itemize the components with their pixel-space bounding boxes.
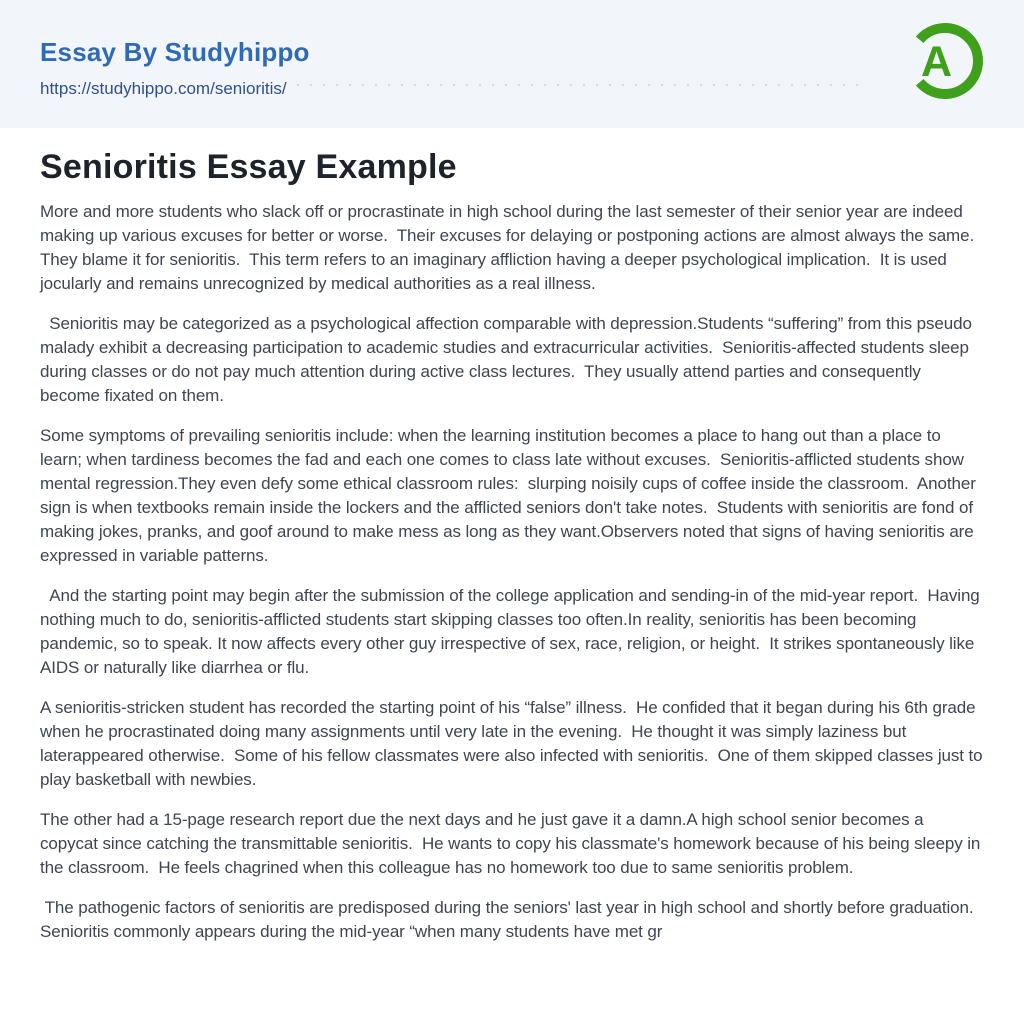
url-row xyxy=(40,78,864,100)
source-url-link[interactable]: https://studyhippo.com/senioritis/ xyxy=(40,79,287,98)
essay-paragraph: A senioritis-stricken student has recorded the starting point of his “false” illness. He confided that it began during his 6th grade when he procrastinated doing many assignments until very late in the evening. He thought it was simply laziness but laterappeared otherwise. Some of his fellow classmates were also infected with senioritis. One of them skipped classes just to play basketball with newbies. xyxy=(40,698,988,789)
essay-title: Senioritis Essay Example xyxy=(40,148,457,186)
essay-paragraph: More and more students who slack off or procrastinate in high school during the last semester of their senior year are indeed making up various excuses for better or worse. Their excuses for delaying or postponing actions are almost always the same. They blame it for senioritis. This term refers to an imaginary affliction having a deeper psychological implication. It is used jocularly and remains unrecognized by medical authorities as a real illness. xyxy=(40,202,979,293)
logo-letter: A xyxy=(921,38,953,86)
studyhippo-logo xyxy=(905,21,985,101)
essay-paragraph: The other had a 15-page research report due the next days and he just gave it a damn.A high school senior becomes a copycat since catching the transmittable senioritis. He wants to copy his classmate's homework because of his being sleepy in the classroom. He feels chagrined when this colleague has no homework too due to same senioritis problem. xyxy=(40,810,985,877)
site-title: Essay By Studyhippo xyxy=(40,37,310,67)
dotted-divider xyxy=(297,84,864,86)
essay-body xyxy=(40,200,988,944)
essay-paragraph: The pathogenic factors of senioritis are predisposed during the seniors' last year in high school and shortly before graduation. Senioritis commonly appears during the mid-year “when many students have met gr xyxy=(40,898,979,941)
page-header xyxy=(0,0,1024,128)
essay-content xyxy=(0,128,1024,944)
essay-paragraph: Some symptoms of prevailing senioritis include: when the learning institution becomes a place to hang out than a place to learn; when tardiness becomes the fad and each one comes to class late without excuses. Senioritis-afflicted students show mental regression.They even defy some ethical classroom rules: slurping noisily cups of coffee inside the classroom. Another sign is when textbooks remain inside the lockers and the afflicted seniors don't take notes. Students with senioritis are fond of making jokes, pranks, and goof around to make mess as long as they want.Observers noted that signs of having senioritis are expressed in variable patterns. xyxy=(40,426,981,565)
essay-paragraph: And the starting point may begin after the submission of the college application and sending-in of the mid-year report. Having nothing much to do, senioritis-afflicted students start skipping classes too often.In reality, senioritis has been becoming pandemic, so to speak. It now affects every other guy irrespective of sex, race, religion, or height. It strikes spontaneously like AIDS or naturally like diarrhea or flu. xyxy=(40,586,985,677)
logo-arc-icon xyxy=(905,21,985,101)
essay-paragraph: Senioritis may be categorized as a psychological affection comparable with depression.Students “suffering” from this pseudo malady exhibit a decreasing participation to academic studies and extracurricular activities. Senioritis-affected students sleep during classes or do not pay much attention during active class lectures. They usually attend parties and consequently become fixated on them. xyxy=(40,314,977,405)
